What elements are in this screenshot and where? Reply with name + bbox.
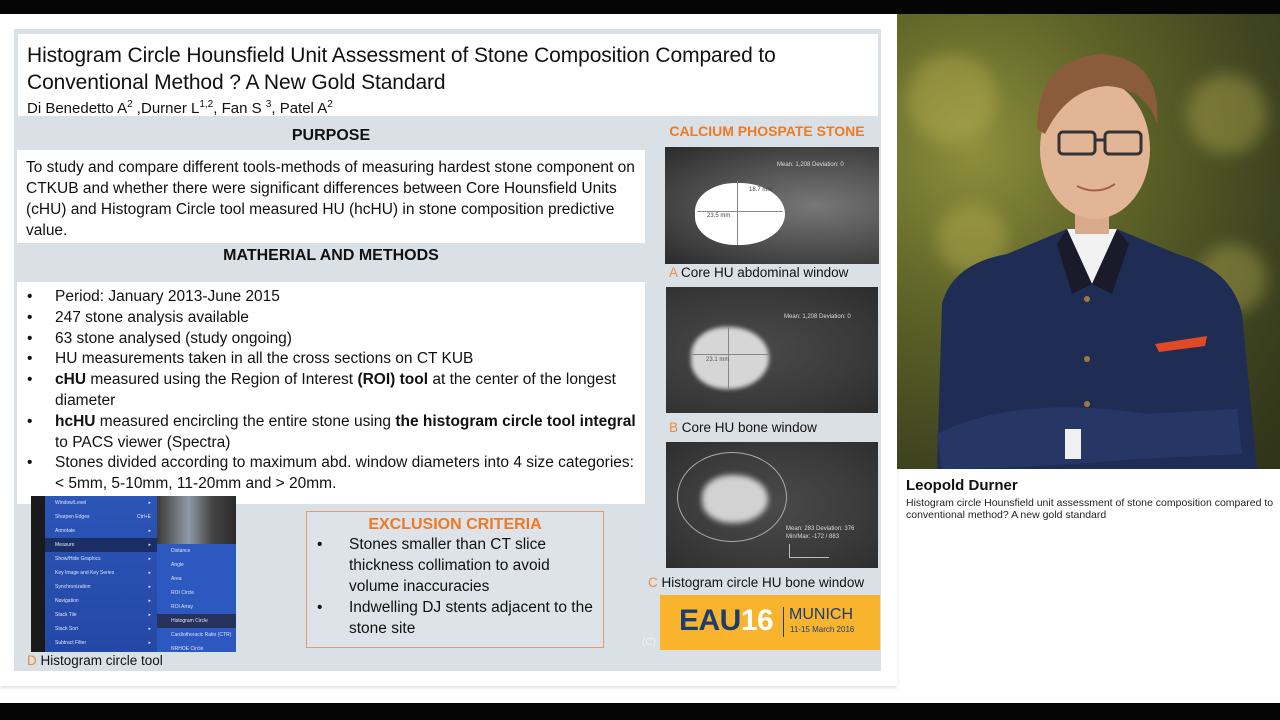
ct-measure-label: Mean: 1,208 Deviation: 0 — [777, 162, 844, 168]
presentation-slide — [0, 14, 897, 686]
methods-list — [25, 287, 645, 495]
menu-item-label: Measure — [55, 542, 75, 548]
slide-panel — [14, 29, 881, 671]
methods-item — [25, 453, 645, 495]
purpose-text: To study and compare different tools-methods of measuring hardest stone component on CTKUB and whether there were significant differences between Core Hounsfield Units (cHU) and Histogram Circle tool measured HU (hcHU) in stone composition predictive value. — [17, 150, 645, 243]
speaker-video — [897, 14, 1280, 469]
methods-item — [25, 370, 645, 412]
bottom-letterbox — [0, 703, 1280, 720]
figure-d-caption — [27, 653, 163, 668]
methods-item-text: measured using the Region of Interest — [86, 371, 358, 389]
eau-number: 16 — [740, 604, 774, 637]
menu-shortcut: Ctrl+E — [136, 514, 151, 520]
methods-item-bold: cHU — [55, 371, 87, 389]
methods-item — [25, 287, 645, 308]
author-list — [27, 96, 878, 118]
methods-heading: MATHERIAL AND METHODS — [223, 247, 439, 264]
menu-item-label: Sharpen Edges — [55, 514, 90, 520]
author-affiliation: 2 — [327, 99, 333, 110]
figure-letter: D — [27, 653, 37, 668]
ct-measure-label: Mean: 283 Deviation: 376 — [786, 526, 855, 532]
figure-letter: C — [648, 575, 658, 590]
author-name: Patel A — [279, 100, 328, 117]
methods-item-text: HU measurements taken in all the cross sections on CT KUB — [55, 350, 474, 368]
ct-dimension-label: 18.7 mm — [749, 187, 773, 193]
slide-title-line-1: Histogram Circle Hounsfield Unit Assessment of Stone Composition Compared to — [27, 44, 776, 67]
stone-shape — [691, 327, 769, 389]
figure-letter: A — [669, 265, 678, 280]
measure-line — [737, 181, 738, 245]
eau16-banner — [660, 595, 880, 650]
banner-dates: 11-15 March 2016 — [790, 625, 855, 634]
ct-measure-label: Min/Max: -172 / 883 — [786, 534, 840, 540]
menu-item: Stack Tile ▸ — [55, 612, 151, 618]
exclusion-item: • Stones smaller than CT slice thickness collimation to avoid volume inaccuracies — [307, 534, 603, 597]
methods-item-text: to PACS viewer (Spectra) — [55, 433, 231, 451]
exclusion-item: • Indwelling DJ stents adjacent to the stone site — [307, 597, 603, 639]
menu-item-label: Subtract Filter — [55, 640, 87, 646]
menu-item: Window/Level ▸ — [55, 500, 151, 506]
menu-item-label: Synchronization — [55, 584, 91, 590]
methods-item-text: 247 stone analysis available — [55, 308, 249, 326]
histogram-graph-icon — [789, 544, 829, 558]
eau-logo — [679, 604, 773, 638]
menu-item-label: Key Image and Key Series — [55, 570, 115, 576]
measure-line — [697, 211, 783, 212]
menu-item: Show/Hide Graphics ▸ — [55, 556, 151, 562]
menu-item-label: Window/Level — [55, 500, 87, 506]
menu-item-label: Show/Hide Graphics — [55, 556, 101, 562]
viewer-edge — [31, 496, 45, 652]
figure-a-caption — [669, 265, 848, 280]
methods-item-text: Stones divided according to maximum abd. window diameters into 4 size categories: < 5mm, 5-10mm, 11-20mm and > 20mm. — [55, 454, 634, 493]
ct-dimension-label: 23.5 mm — [707, 213, 731, 219]
ct-thumbnail — [157, 496, 236, 544]
methods-item-bold: the histogram circle tool integral — [395, 412, 636, 430]
menu-item-label: Stack Sort — [55, 626, 79, 632]
submenu-item: NRHOE Circle — [171, 646, 204, 652]
methods-item-text: at the center of the longest diameter — [55, 371, 616, 409]
talk-title: Histogram circle Hounsfield unit assessment of stone composition compared to conventional method? A new gold standard — [906, 497, 1274, 521]
submenu-item: ROI Circle — [171, 590, 195, 596]
submenu-item: ROI Array — [171, 604, 193, 610]
methods-item — [25, 329, 645, 350]
menu-item: Synchronization ▸ — [55, 584, 151, 590]
ct-image-histogram-circle — [666, 442, 878, 568]
eau-brand: EAU — [679, 604, 741, 637]
menu-item: Key Image and Key Series ▸ — [55, 570, 151, 576]
figure-b-caption — [669, 420, 817, 435]
methods-block — [17, 282, 645, 504]
author-affiliation: 1,2 — [199, 99, 214, 110]
methods-item-text: measured encircling the entire stone using — [95, 412, 396, 430]
menu-item-label: Annotate — [55, 528, 76, 534]
figure-caption-text: Core HU bone window — [678, 420, 817, 435]
top-letterbox — [0, 0, 1280, 14]
slide-title-line-2: Conventional Method ? A New Gold Standard — [27, 71, 446, 94]
author-name: Di Benedetto A — [27, 100, 128, 117]
author-affiliation: 3 — [265, 99, 272, 110]
exclusion-list — [307, 534, 603, 639]
stone-type-heading: CALCIUM PHOSPATE STONE — [669, 123, 865, 139]
menu-item — [45, 510, 157, 524]
stone-shape — [702, 475, 768, 523]
submenu-item-histogram-circle: Histogram Circle — [157, 614, 236, 628]
measure-line — [691, 354, 769, 355]
ct-dimension-label: 23.1 mm — [706, 357, 730, 363]
submenu-item: Cardiothoracic Ratio (CTR) — [171, 632, 232, 638]
author-name: Fan S — [221, 100, 266, 117]
banner-divider — [783, 607, 784, 637]
menu-item-label: Stack Tile — [55, 612, 77, 618]
slide-title — [27, 42, 878, 96]
menu-item-label: Navigation — [55, 598, 79, 604]
ct-image-abdominal-window — [665, 147, 879, 264]
ct-measure-label: Mean: 1,208 Deviation: 0 — [784, 314, 851, 320]
author-name: Durner L — [140, 100, 200, 117]
banner-city: MUNICH — [789, 606, 853, 623]
methods-item-bold: (ROI) tool — [357, 371, 429, 389]
measure-submenu — [157, 544, 236, 652]
methods-item — [25, 412, 645, 454]
submenu-item: Area — [171, 576, 182, 582]
figure-caption-text: Core HU abdominal window — [677, 265, 849, 280]
author-affiliation: 2 — [127, 99, 133, 110]
figure-caption-text: Histogram circle tool — [36, 653, 163, 668]
menu-item: Navigation ▸ — [55, 598, 151, 604]
methods-item-bold: hcHU — [55, 412, 96, 430]
title-block — [18, 34, 878, 116]
speaker-name: Leopold Durner — [906, 477, 1018, 494]
menu-item: Annotate ▸ — [55, 528, 151, 534]
methods-item-text: 63 stone analysed (study ongoing) — [55, 329, 292, 347]
menu-item: Measure ▸ — [45, 538, 157, 552]
figure-letter: B — [669, 420, 679, 435]
figure-c-caption — [648, 575, 864, 590]
purpose-heading: PURPOSE — [291, 127, 371, 144]
exclusion-heading: EXCLUSION CRITERIA — [368, 516, 542, 533]
methods-item-text: Period: January 2013-June 2015 — [55, 288, 280, 305]
methods-item — [25, 308, 645, 329]
submenu-item: Distance — [171, 548, 191, 554]
submenu-item: Angle — [171, 562, 184, 568]
ct-image-bone-window — [666, 287, 878, 413]
copyright-icon: (C) — [642, 637, 656, 648]
figure-caption-text: Histogram circle HU bone window — [657, 575, 865, 590]
menu-item: Stack Sort ▸ — [55, 626, 151, 632]
histogram-tool-screenshot — [31, 496, 236, 652]
methods-item — [25, 349, 645, 370]
author-separator: , — [213, 100, 222, 117]
context-menu — [45, 496, 157, 652]
exclusion-criteria-box — [306, 511, 604, 648]
author-separator: , — [271, 100, 280, 117]
speaker-portrait — [897, 14, 1280, 469]
author-separator: , — [132, 100, 141, 117]
menu-item: Subtract Filter ▸ — [55, 640, 151, 646]
